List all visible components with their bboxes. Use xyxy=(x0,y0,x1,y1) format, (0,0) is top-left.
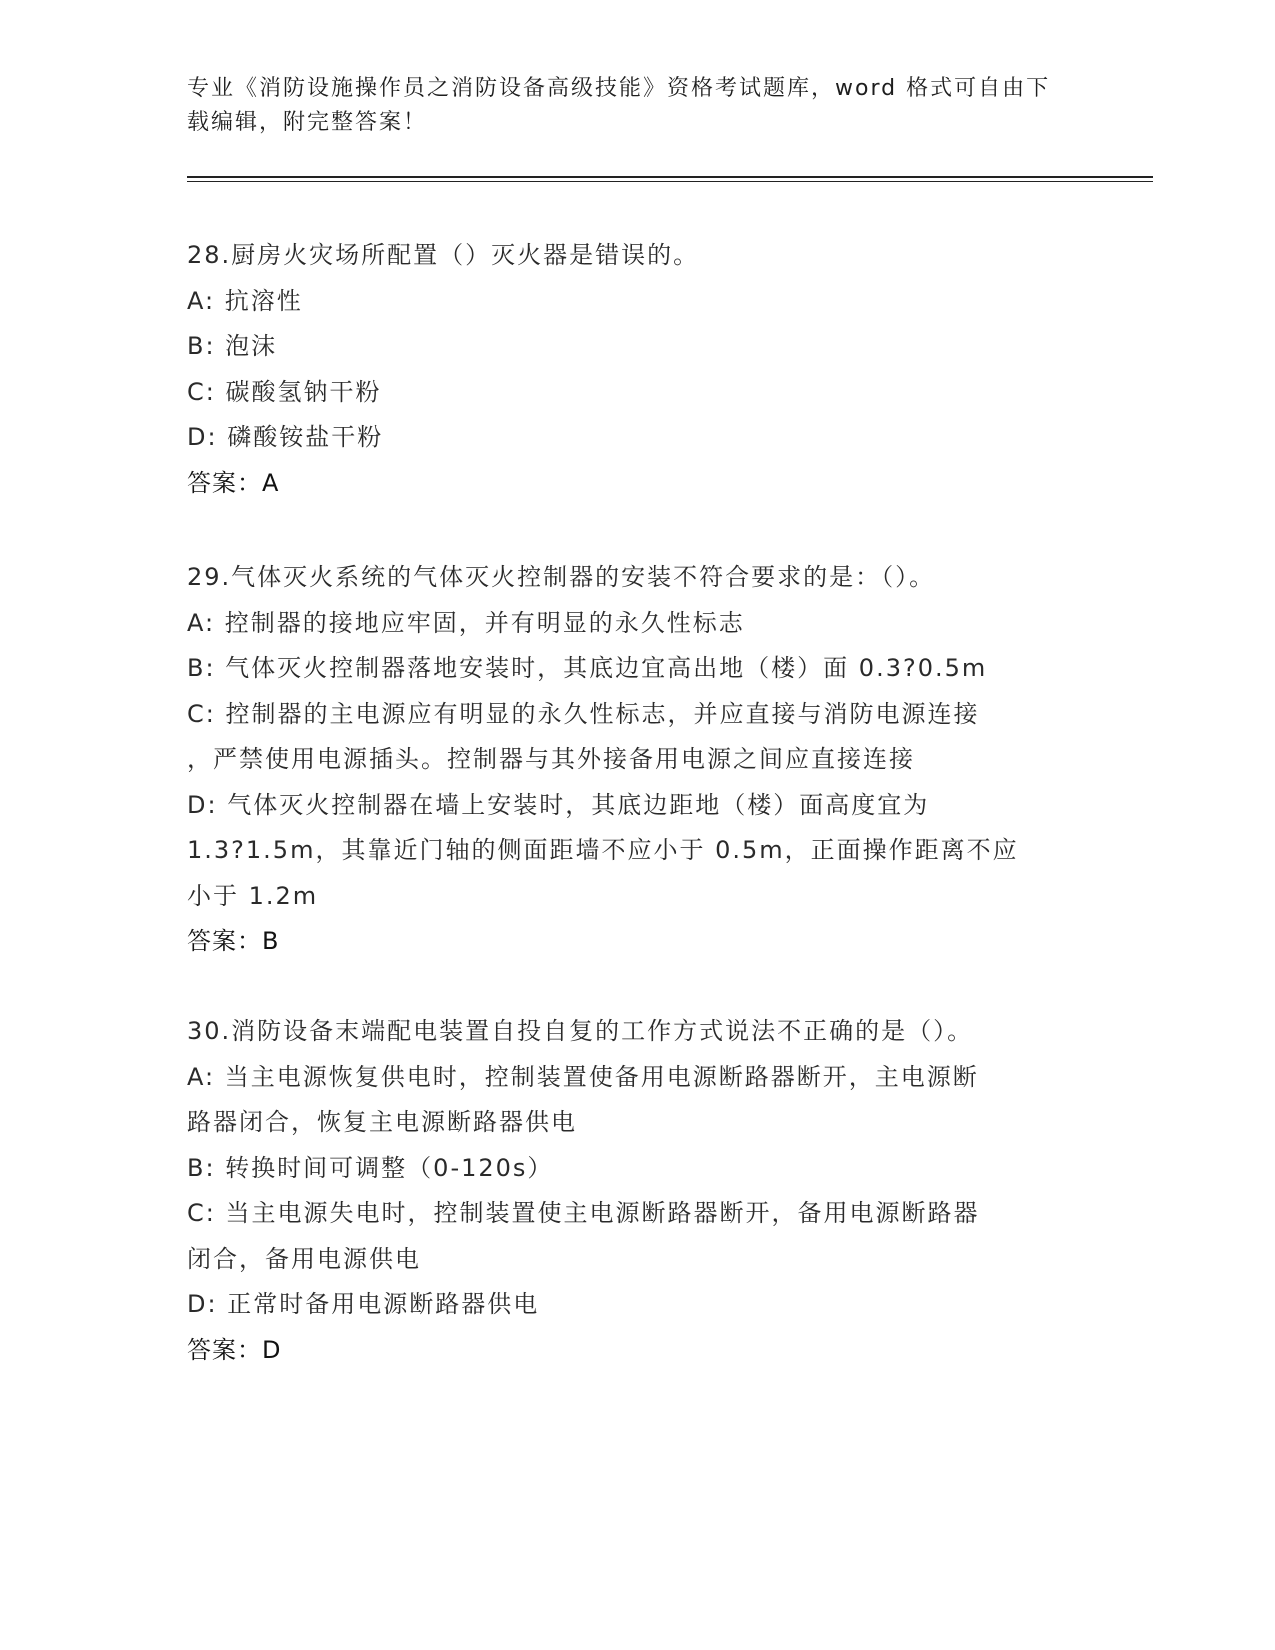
document-header xyxy=(187,72,1067,140)
question-30 xyxy=(187,1009,1087,1373)
option-c-continued: 闭合，备用电源供电 xyxy=(187,1244,421,1273)
option-c: C: 控制器的主电源应有明显的永久性标志，并应直接与消防电源连接 xyxy=(187,699,980,728)
answer: 答案：A xyxy=(187,468,280,497)
option-c-continued: ，严禁使用电源插头。控制器与其外接备用电源之间应直接连接 xyxy=(187,745,915,773)
option-b: B: 泡沫 xyxy=(187,332,278,360)
option-b: B: 气体灭火控制器落地安装时，其底边宜高出地（楼）面 0.3?0.5m xyxy=(187,654,988,682)
option-d-continued: 小于 1.2m xyxy=(187,881,319,910)
question-28 xyxy=(187,233,1087,506)
question-29 xyxy=(187,555,1087,965)
option-a: A: 当主电源恢复供电时，控制装置使备用电源断路器断开，主电源断 xyxy=(187,1062,979,1091)
question-stem: 29.气体灭火系统的气体灭火控制器的安装不符合要求的是：（）。 xyxy=(187,563,936,591)
question-stem: 30.消防设备末端配电装置自投自复的工作方式说法不正确的是（）。 xyxy=(187,1017,974,1045)
option-c: C: 碳酸氢钠干粉 xyxy=(187,377,382,406)
answer: 答案：B xyxy=(187,927,280,955)
option-d: D: 气体灭火控制器在墙上安装时，其底边距地（楼）面高度宜为 xyxy=(187,790,930,819)
option-a-continued: 路器闭合，恢复主电源断路器供电 xyxy=(187,1108,577,1136)
option-c: C: 当主电源失电时，控制装置使主电源断路器断开，备用电源断路器 xyxy=(187,1199,980,1227)
header-line-2: 载编辑，附完整答案！ xyxy=(187,110,428,135)
answer: 答案：D xyxy=(187,1335,282,1364)
option-d: D: 正常时备用电源断路器供电 xyxy=(187,1290,540,1318)
question-stem: 28.厨房火灾场所配置（）灭火器是错误的。 xyxy=(187,241,700,269)
option-b: B: 转换时间可调整（0-120s） xyxy=(187,1153,554,1182)
option-a: A: 控制器的接地应牢固，并有明显的永久性标志 xyxy=(187,608,745,637)
option-d: D: 磷酸铵盐干粉 xyxy=(187,423,384,451)
option-d-continued: 1.3?1.5m，其靠近门轴的侧面距墙不应小于 0.5m，正面操作距离不应 xyxy=(187,836,1019,864)
header-line-1: 专业《消防设施操作员之消防设备高级技能》资格考试题库，word 格式可自由下 xyxy=(187,76,1051,101)
header-divider xyxy=(187,176,1153,182)
option-a: A: 抗溶性 xyxy=(187,286,303,315)
